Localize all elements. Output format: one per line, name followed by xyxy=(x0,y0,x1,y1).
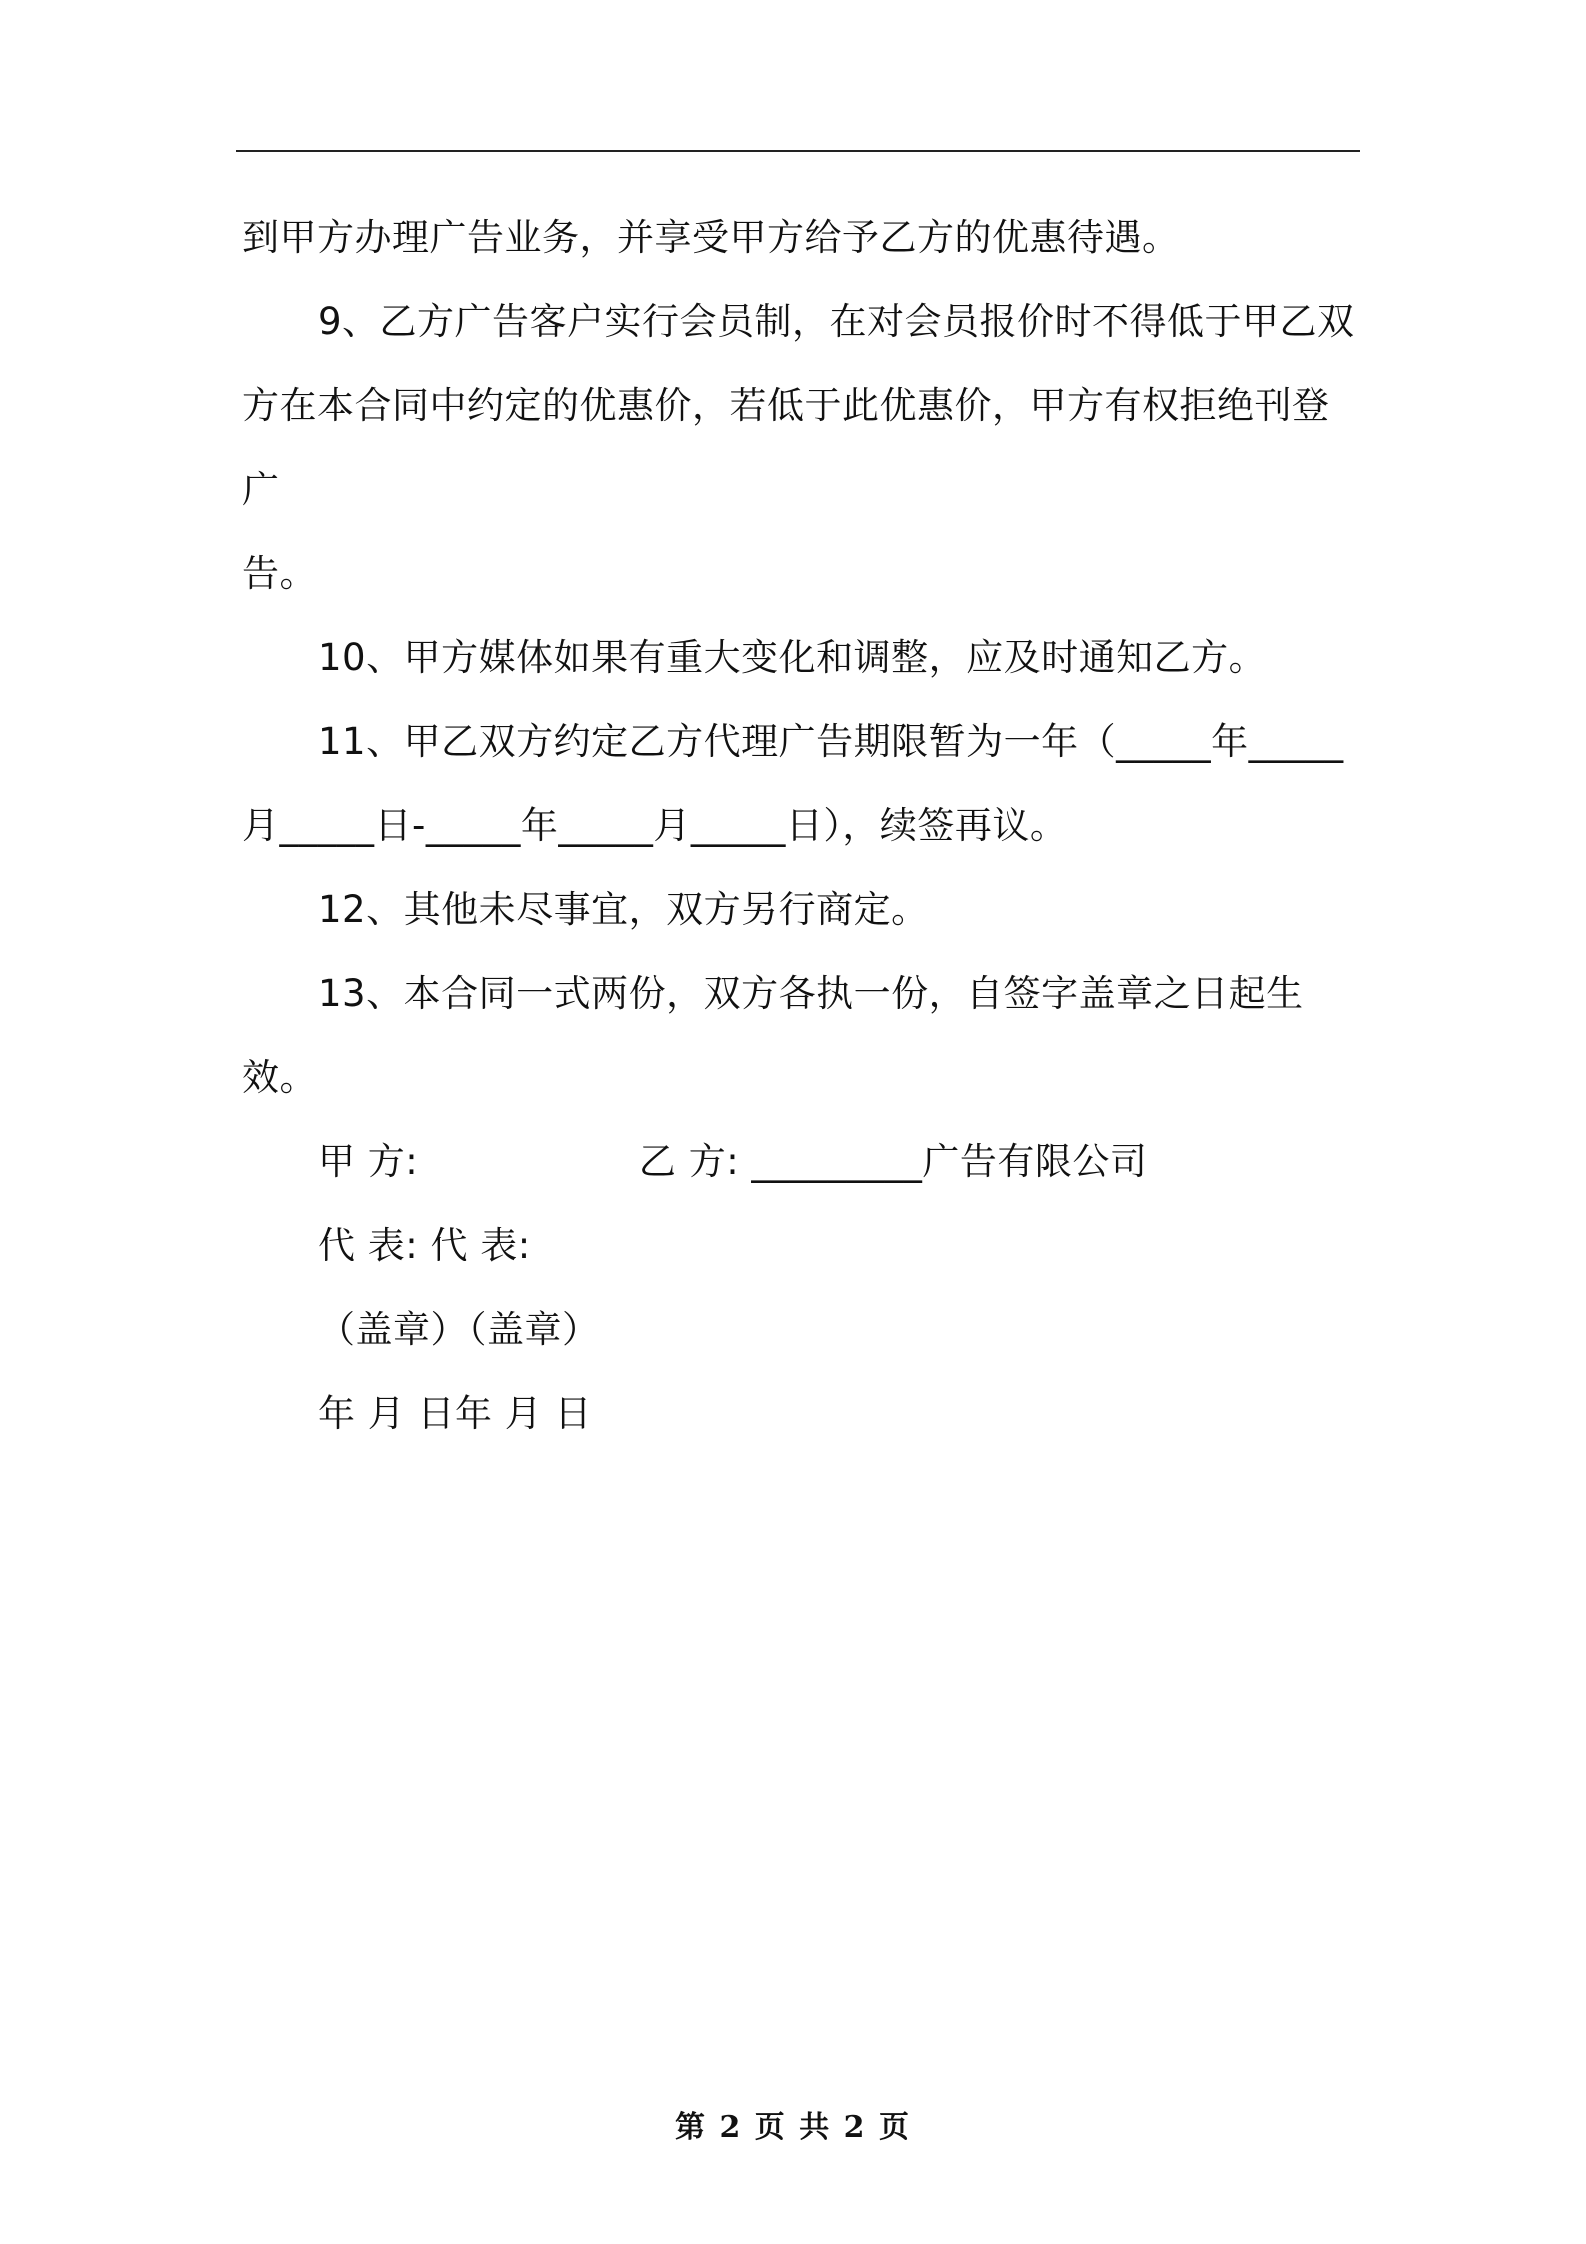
document-body xyxy=(242,196,1360,1456)
signature-seals: （盖章）（盖章） xyxy=(318,1308,600,1351)
clause-13: 13、本合同一式两份，双方各执一份，自签字盖章之日起生效。 xyxy=(242,972,1304,1099)
clause-9: 9、乙方广告客户实行会员制，在对会员报价时不得低于甲乙双 方在本合同中约定的优惠价，若低于此优惠价，甲方有权拒绝刊登广 告。 xyxy=(242,300,1355,595)
clause-10: 10、甲方媒体如果有重大变化和调整，应及时通知乙方。 xyxy=(318,636,1267,679)
header-rule xyxy=(236,150,1360,152)
page-number-footer: 第 2 页 共 2 页 xyxy=(675,2110,911,2145)
signature-dates: 年 月 日年 月 日 xyxy=(318,1392,593,1435)
signature-parties: 甲 方: 乙 方: _________广告有限公司 xyxy=(318,1140,1148,1183)
clause-11: 11、甲乙双方约定乙方代理广告期限暂为一年（_____年_____ 月_____日-_____年_____月_____日），续签再议。 xyxy=(242,720,1344,847)
clause-12: 12、其他未尽事宜，双方另行商定。 xyxy=(318,888,929,931)
text-line-continuation: 到甲方办理广告业务，并享受甲方给予乙方的优惠待遇。 xyxy=(242,216,1180,259)
signature-representatives: 代 表: 代 表: xyxy=(318,1224,531,1267)
